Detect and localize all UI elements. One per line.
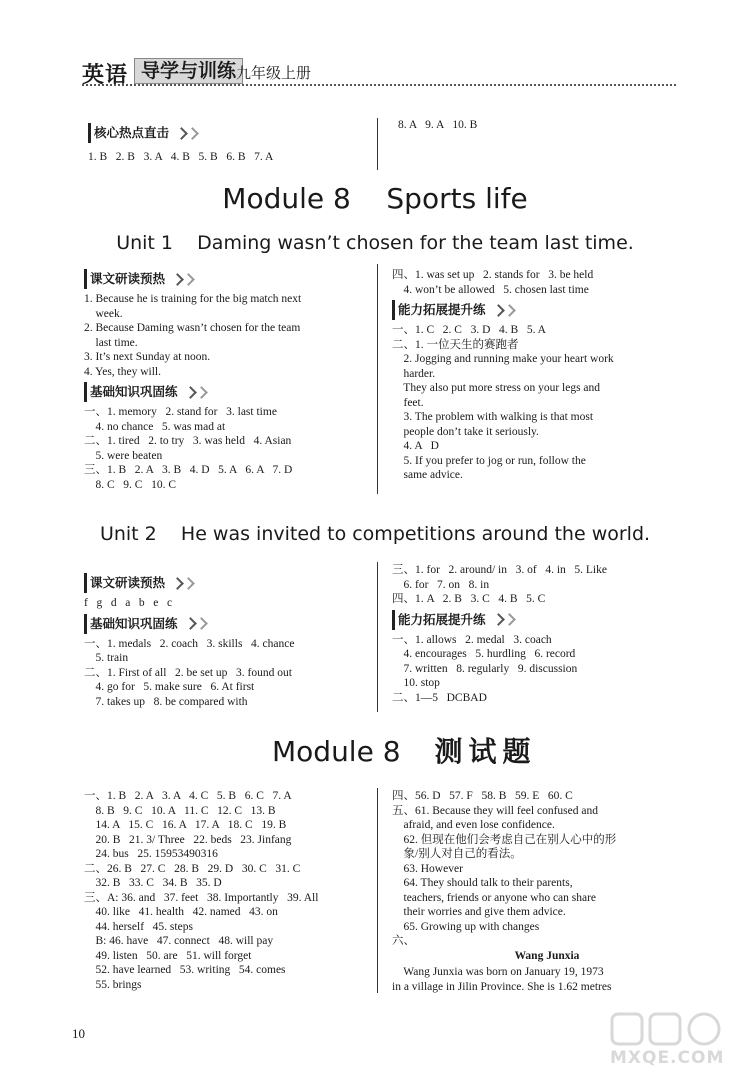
unit-title: Unit 2 He was invited to competitions around the world. [99,523,651,545]
answer-line: 40. like 41. health 42. named 43. on [84,906,278,918]
answer-line: 三、1. B 2. A 3. B 4. D 5. A 6. A 7. D [84,464,293,476]
answer-line: 4. encourages 5. hurdling 6. record [392,648,576,660]
chevron-right-icon [195,386,208,399]
answer-line: people don’t take it seriously. [392,425,539,438]
answer-line: 8. C 9. C 10. C [84,478,177,491]
column-divider [377,264,378,494]
answer-line: in a village in Jilin Province. She is 1.62 metres [392,980,612,993]
answer-line: 三、A: 36. and 37. feet 38. Importantly 39. All [84,891,319,904]
section-tag-label: 基础知识巩固练 [90,615,178,631]
answer-line: 二、1—5 DCBAD [392,691,487,704]
answer-line: 2. Jogging and running make your heart work [392,353,614,365]
answer-line: 一、1. C 2. C 3. D 4. B 5. A [392,324,546,336]
answer-line: 3. It’s next Sunday at noon. [84,351,211,363]
answer-line: 8. A 9. A 10. B [398,119,478,131]
answer-line: 49. listen 50. are 51. will forget [84,949,252,962]
answer-line: They also put more stress on your legs and [392,382,601,394]
column-divider [377,118,378,170]
answer-line: 二、26. B 27. C 28. B 29. D 30. C 31. C [84,862,301,875]
answer-line: 7. written 8. regularly 9. discussion [392,662,578,675]
test-left-column [84,789,374,992]
answer-line: 3. The problem with walking is that most [392,411,594,423]
chevron-right-icon [503,613,516,626]
answer-line: 8. B 9. C 10. A 11. C 12. C 13. B [84,804,276,817]
answer-line: 64. They should talk to their parents, [392,877,573,889]
answer-line: f g d a b e c [84,597,173,609]
answer-line: 65. Growing up with changes [392,920,540,933]
answer-line: 14. A 15. C 16. A 17. A 18. C 19. B [84,819,287,831]
answer-line: 4. go for 5. make sure 6. At first [84,681,255,693]
answer-line: 一、1. B 2. A 3. A 4. C 5. B 6. C 7. A [84,790,292,802]
answer-line: Wang Junxia was born on January 19, 1973 [392,966,604,978]
header-subject: 英语 [82,63,129,88]
section-tag-label: 能力拓展提升练 [398,611,486,627]
section-tag [84,614,370,634]
answer-line: 24. bus 25. 15953490316 [84,848,218,860]
answer-line: feet. [392,396,424,409]
answer-line: 4. no chance 5. was mad at [84,420,226,433]
answer-line: harder. [392,367,436,380]
unit2-left-column [84,570,370,709]
answer-line: week. [84,307,123,320]
answer-line: afraid, and even lose confidence. [392,819,555,831]
answer-line: 三、1. for 2. around/ in 3. of 4. in 5. Like [392,564,607,576]
answer-line: 4. A D [392,440,439,452]
module-title: Module 8 Sports life [222,182,528,215]
answer-line: 63. However [392,862,463,875]
chevron-right-icon [186,127,199,140]
answer-line: 四、1. was set up 2. stands for 3. be held [392,269,594,281]
section-tag-label: 课文研读预热 [90,575,166,590]
essay-title: Wang Junxia [514,950,580,962]
answer-line: 2. Because Daming wasn’t chosen for the team [84,322,301,334]
answer-line: 六、 [392,935,415,947]
answer-line: 二、1. tired 2. to try 3. was held 4. Asian [84,435,292,447]
answer-line: 一、1. medals 2. coach 3. skills 4. chance [84,637,295,650]
chevron-right-icon [195,617,208,630]
answer-line: 62. 但现在他们会考虑自己在别人心中的形 [392,833,617,846]
watermark-text: MXQE.COM [610,1048,725,1068]
answer-line: 一、1. memory 2. stand for 3. last time [84,406,277,418]
test-right-column [392,789,702,949]
header-grade: 九年级上册 [236,64,312,82]
answer-line: 1. Because he is training for the big match next [84,293,302,305]
unit-title: Unit 1 Daming wasn’t chosen for the team last time. [116,232,634,254]
chevron-right-icon [182,577,195,590]
answer-line: 7. takes up 8. be compared with [84,695,248,708]
watermark-logo [604,1010,732,1070]
section-tag [84,269,370,289]
answer-line: their worries and give them advice. [392,906,566,918]
answer-line: B: 46. have 47. connect 48. will pay [84,935,274,947]
essay-body [392,965,702,994]
section-tag [392,610,702,630]
answer-line: same advice. [392,469,463,481]
column-divider [377,562,378,712]
header-series: 导学与训练 [134,58,243,84]
section-tag [84,382,370,402]
answer-line: 6. for 7. on 8. in [392,578,490,591]
unit1-right-column [392,268,702,483]
answer-line: 5. If you prefer to jog or run, follow the [392,454,586,467]
test-title [272,730,537,770]
chevron-right-icon [503,304,516,317]
answer-line: last time. [84,336,138,349]
answer-line: 44. herself 45. steps [84,920,193,933]
answer-line: 一、1. allows 2. medal 3. coach [392,633,552,646]
answer-line: 4. won’t be allowed 5. chosen last time [392,283,589,296]
section-tag [84,573,370,593]
header-divider [82,84,676,86]
unit1-left-column [84,266,370,492]
unit2-right-column [392,563,702,705]
answer-line: 5. train [84,652,129,664]
answer-line: 55. brings [84,978,142,991]
test-title-module: Module 8 [272,735,401,768]
section-tag-core [88,123,197,143]
answer-line: 4. Yes, they will. [84,365,161,378]
section-tag [392,300,702,320]
answer-line: 象/别人对自己的看法。 [392,848,522,860]
answer-line: 52. have learned 53. writing 54. comes [84,964,286,976]
section-tag-label: 课文研读预热 [90,271,166,286]
section-tag-label: 能力拓展提升练 [398,302,486,317]
answer-line: 1. B 2. B 3. A 4. B 5. B 6. B 7. A [88,151,274,163]
chevron-right-icon [182,273,195,286]
section-tag-label: 基础知识巩固练 [90,384,178,399]
page-number: 10 [72,1026,85,1041]
answer-line: 10. stop [392,677,440,689]
section-tag-label: 核心热点直击 [94,125,170,140]
answer-line: 二、1. 一位天生的赛跑者 [392,338,519,351]
answer-line: 5. were beaten [84,449,163,462]
answer-line: 四、1. A 2. B 3. C 4. B 5. C [392,593,546,605]
column-divider [377,788,378,993]
answer-line: 32. B 33. C 34. B 35. D [84,877,222,889]
answer-line: 20. B 21. 3/ Three 22. beds 23. Jinfang [84,833,292,846]
answer-line: 四、56. D 57. F 58. B 59. E 60. C [392,790,573,802]
answer-line: 五、61. Because they will feel confused and [392,804,598,817]
test-title-label: 测试题 [434,735,537,768]
answer-line: 二、1. First of all 2. be set up 3. found out [84,666,292,679]
answer-line: teachers, friends or anyone who can share [392,891,597,904]
